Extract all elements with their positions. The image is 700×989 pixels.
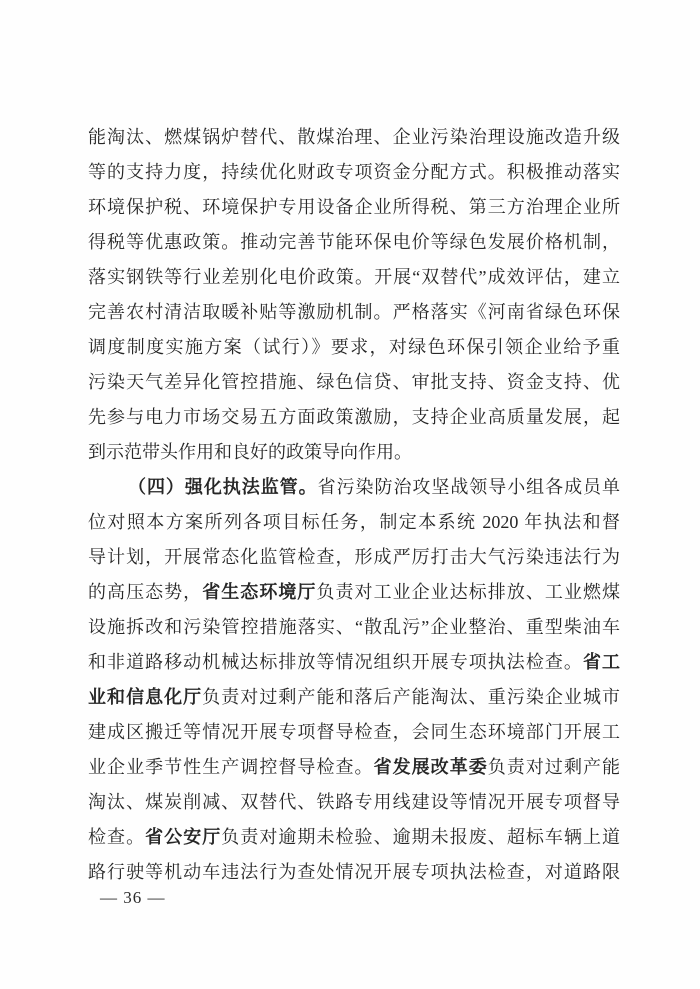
text-segment: 能淘汰、燃煤锅炉替代、散煤治理、企业污染治理设施改造升级 bbox=[88, 127, 620, 147]
text-line bbox=[88, 505, 620, 540]
text-segment: 的高压态势， bbox=[88, 582, 203, 602]
text-segment: 位对照本方案所列各项目标任务，制定本系统 2020 年执法和督 bbox=[88, 512, 620, 532]
text-segment: 路行驶等机动车违法行为查处情况开展专项执法检查，对道路限 bbox=[88, 862, 620, 882]
text-segment: 完善农村清洁取暖补贴等激励机制。严格落实《河南省绿色环保 bbox=[88, 302, 620, 322]
document-body bbox=[88, 120, 620, 890]
text-line bbox=[88, 820, 620, 855]
bold-text-segment: 省生态环境厅 bbox=[202, 582, 317, 602]
text-segment: 落实钢铁等行业差别化电价政策。开展“双替代”成效评估，建立 bbox=[88, 267, 620, 287]
bold-text-segment: 省发展改革委 bbox=[373, 757, 488, 777]
text-line bbox=[88, 120, 620, 155]
text-line bbox=[88, 260, 620, 295]
text-segment: 负责对工业企业达标排放、工业燃煤 bbox=[316, 582, 620, 602]
text-line bbox=[88, 750, 620, 785]
text-line bbox=[88, 610, 620, 645]
text-line bbox=[88, 575, 620, 610]
text-segment: 到示范带头作用和良好的政策导向作用。 bbox=[88, 442, 412, 462]
text-line bbox=[88, 400, 620, 435]
text-segment: 环境保护税、环境保护专用设备企业所得税、第三方治理企业所 bbox=[88, 197, 620, 217]
text-line bbox=[88, 680, 620, 715]
text-line bbox=[88, 365, 620, 400]
text-line bbox=[88, 645, 620, 680]
bold-text-segment: 业和信息化厅 bbox=[88, 687, 203, 707]
text-line bbox=[88, 330, 620, 365]
text-line bbox=[88, 225, 620, 260]
text-line bbox=[88, 295, 620, 330]
text-segment: 先参与电力市场交易五方面政策激励，支持企业高质量发展，起 bbox=[88, 407, 620, 427]
page-number-label: — 36 — bbox=[100, 888, 166, 907]
text-line bbox=[88, 435, 620, 470]
text-segment: 负责对过剩产能和落后产能淘汰、重污染企业城市 bbox=[202, 687, 620, 707]
text-segment: 省污染防治攻坚战领导小组各成员单 bbox=[317, 477, 620, 497]
text-segment: 淘汰、煤炭削减、双替代、铁路专用线建设等情况开展专项督导 bbox=[88, 792, 620, 812]
text-segment: 负责对过剩产能 bbox=[487, 757, 620, 777]
text-segment: 建成区搬迁等情况开展专项督导检查，会同生态环境部门开展工 bbox=[88, 722, 620, 742]
text-line bbox=[88, 785, 620, 820]
text-line bbox=[88, 855, 620, 890]
text-segment: 设施拆改和污染管控措施落实、“散乱污”企业整治、重型柴油车 bbox=[88, 617, 620, 637]
text-line bbox=[88, 155, 620, 190]
bold-text-segment: 省工 bbox=[582, 652, 620, 672]
text-segment: 和非道路移动机械达标排放等情况组织开展专项执法检查。 bbox=[88, 652, 583, 672]
text-line bbox=[88, 190, 620, 225]
page-number bbox=[100, 886, 166, 910]
text-segment: 导计划，开展常态化监管检查，形成严厉打击大气污染违法行为 bbox=[88, 547, 620, 567]
bold-text-segment: 省公安厅 bbox=[145, 827, 222, 847]
text-segment: 业企业季节性生产调控督导检查。 bbox=[88, 757, 374, 777]
text-line bbox=[88, 470, 620, 505]
text-segment: 负责对逾期未检验、逾期未报废、超标车辆上道 bbox=[221, 827, 620, 847]
text-segment: 等的支持力度，持续优化财政专项资金分配方式。积极推动落实 bbox=[88, 162, 620, 182]
bold-text-segment: （四）强化执法监管。 bbox=[128, 477, 318, 497]
text-line bbox=[88, 715, 620, 750]
text-segment: 得税等优惠政策。推动完善节能环保电价等绿色发展价格机制， bbox=[88, 232, 620, 252]
text-segment: 调度制度实施方案（试行）》要求，对绿色环保引领企业给予重 bbox=[88, 337, 620, 357]
text-segment: 检查。 bbox=[88, 827, 146, 847]
text-line bbox=[88, 540, 620, 575]
text-segment: 污染天气差异化管控措施、绿色信贷、审批支持、资金支持、优 bbox=[88, 372, 620, 392]
